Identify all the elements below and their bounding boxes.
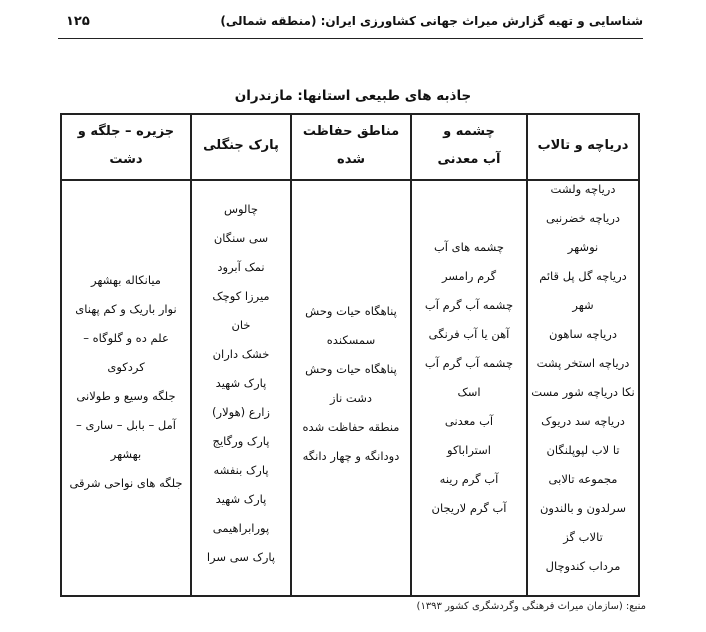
list-item: اسک bbox=[457, 385, 481, 399]
list-item: سی سنگان bbox=[213, 231, 269, 245]
list-item: پارک سی سرا bbox=[206, 550, 276, 564]
list-item: خان bbox=[231, 318, 251, 332]
list-item: خشک داران bbox=[212, 347, 270, 361]
running-title: شناسایی و تهیه گزارش میراث جهانی کشاورزی ایران: (منطقه شمالی) bbox=[220, 14, 643, 28]
list-item: دریاچه استخر پشت bbox=[536, 356, 630, 370]
list-item: میانکاله بهشهر bbox=[91, 273, 161, 287]
lakes-wetlands-list bbox=[528, 175, 638, 581]
header-lakes-wetlands: دریاچه و تالاب bbox=[537, 138, 629, 153]
page-header bbox=[58, 8, 643, 39]
header-island-plain: جزیره – جلگه و دشت bbox=[77, 124, 175, 167]
list-item: سرلدون و بالندون bbox=[539, 501, 627, 515]
table-bottom-border bbox=[60, 595, 640, 597]
list-item: دریاچه ساهون bbox=[549, 327, 617, 341]
list-item: آب گرم رینه bbox=[439, 472, 499, 486]
list-item: زارع (هولار) bbox=[212, 405, 270, 419]
list-item: استراباکو bbox=[447, 443, 491, 457]
list-item: چشمه آب گرم آب bbox=[424, 356, 514, 370]
list-item: نکا دریاچه شور مست bbox=[531, 385, 635, 399]
list-item: منطقه حفاظت شده bbox=[302, 420, 400, 434]
header-forest-parks: پارک جنگلی bbox=[203, 138, 279, 153]
list-item: آهن یا آب فرنگی bbox=[428, 327, 510, 341]
list-item: پورابراهیمی bbox=[212, 521, 270, 535]
list-item: شهر bbox=[572, 298, 594, 312]
list-item: جلگه وسیع و طولانی bbox=[76, 389, 176, 403]
list-item: پناهگاه حیات وحش bbox=[305, 362, 397, 376]
list-item: دریاچه ولشت bbox=[550, 182, 616, 196]
list-item: دریاچه گل پل قائم bbox=[539, 269, 627, 283]
list-item: آمل – بابل – ساری – bbox=[76, 418, 176, 432]
list-item: دودانگه و چهار دانگه bbox=[302, 449, 400, 463]
attractions-table bbox=[60, 113, 640, 597]
protected-areas-list bbox=[292, 297, 410, 471]
list-item: پناهگاه حیات وحش bbox=[305, 304, 397, 318]
list-item: پارک شهید bbox=[215, 492, 267, 506]
list-item: آب معدنی bbox=[444, 414, 494, 428]
list-item: چالوس bbox=[223, 202, 259, 216]
list-item: میرزا کوچک bbox=[212, 289, 270, 303]
list-item: نوشهر bbox=[567, 240, 599, 254]
island-plain-list bbox=[62, 266, 190, 498]
list-item: پارک ورگایج bbox=[212, 434, 270, 448]
list-item: تالاب گز bbox=[563, 530, 603, 544]
list-item: تا لاب لپوپلنگان bbox=[546, 443, 620, 457]
list-item: سمسکنده bbox=[326, 333, 376, 347]
forest-parks-list bbox=[192, 195, 290, 572]
header-springs-mineral-water: چشمه و آب معدنی bbox=[437, 124, 501, 167]
list-item: علم ده و گلوگاه – bbox=[83, 331, 169, 345]
list-item: پارک بنفشه bbox=[213, 463, 269, 477]
list-item: دشت ناز bbox=[330, 391, 372, 405]
table-title: جاذبه های طبیعی استانها: مازندران bbox=[234, 88, 472, 104]
list-item: دریاچه خضرنبی bbox=[546, 211, 620, 225]
page-number: ۱۲۵ bbox=[66, 14, 90, 29]
list-item: چشمه های آب bbox=[433, 240, 505, 254]
list-item: نوار باریک و کم پهنای bbox=[75, 302, 177, 316]
list-item: مرداب کندوچال bbox=[545, 559, 621, 573]
list-item: آب گرم لاریجان bbox=[431, 501, 507, 515]
list-item: گرم رامسر bbox=[441, 269, 497, 283]
list-item: نمک آبرود bbox=[217, 260, 265, 274]
list-item: جلگه های نواحی شرقی bbox=[69, 476, 183, 490]
list-item: چشمه آب گرم آب bbox=[424, 298, 514, 312]
list-item: کردکوی bbox=[107, 360, 145, 374]
table-source-note: منبع: (سازمان میراث فرهنگی وگردشگری کشور ۱۳۹۳) bbox=[416, 601, 646, 612]
list-item: پارک شهید bbox=[215, 376, 267, 390]
springs-mineral-water-list bbox=[412, 233, 526, 523]
list-item: بهشهر bbox=[110, 447, 142, 461]
list-item: دریاچه سد دریوک bbox=[541, 414, 625, 428]
table-right-border bbox=[638, 113, 640, 597]
header-protected-areas: مناطق حفاظت شده bbox=[302, 124, 400, 167]
list-item: مجموعه تالابی bbox=[548, 472, 618, 486]
